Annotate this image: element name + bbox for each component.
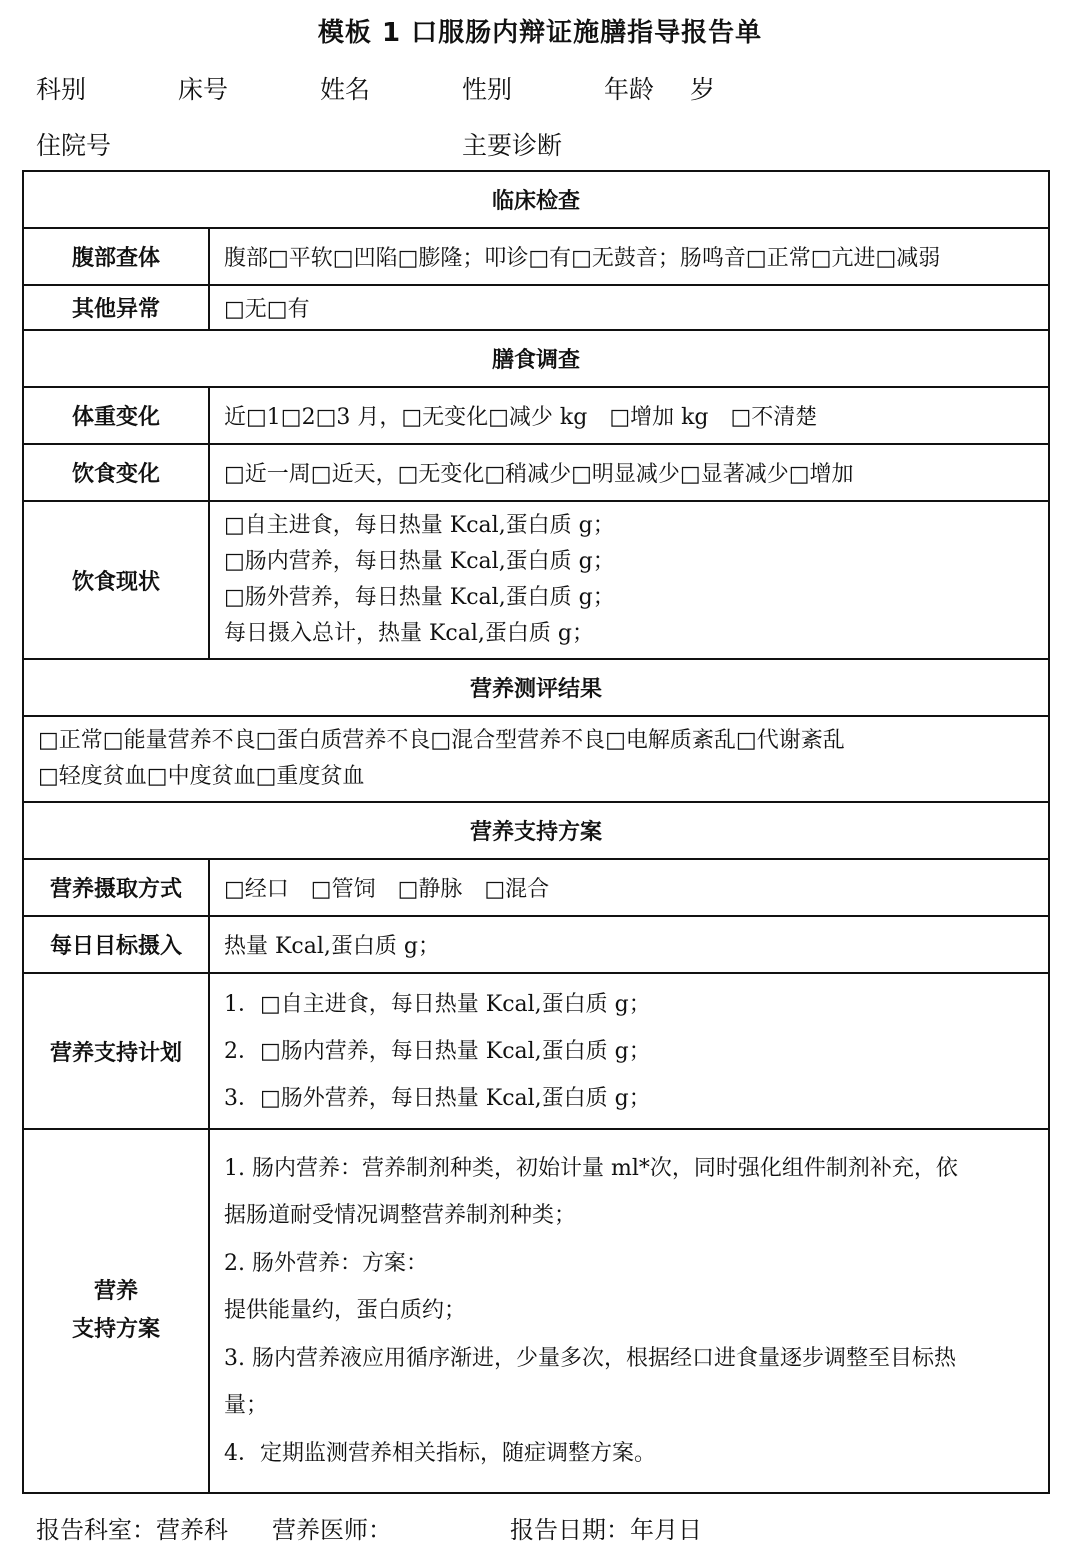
current-diet-line-3: □肠外营养，每日热量 Kcal,蛋白质 g； (224, 585, 615, 610)
section-header-assessment: 营养测评结果 (23, 659, 1049, 716)
value-abdomen[interactable]: 腹部□平软□凹陷□膨隆；叩诊□有□无鼓音；肠鸣音□正常□亢进□减弱 (209, 228, 1049, 285)
field-admission-no: 住院号 (36, 131, 112, 160)
value-plan[interactable] (209, 973, 1049, 1129)
label-weight-change: 体重变化 (23, 387, 209, 444)
value-route[interactable]: □经口 □管饲 □静脉 □混合 (209, 859, 1049, 916)
section-row-assessment (23, 659, 1049, 716)
row-route (23, 859, 1049, 916)
section-header-clinical: 临床检查 (23, 171, 1049, 228)
scheme-line-3: 2. 肠外营养：方案： (224, 1250, 428, 1276)
section-row-clinical (23, 171, 1049, 228)
assessment-line-2: □轻度贫血□中度贫血□重度贫血 (38, 764, 365, 789)
row-target (23, 916, 1049, 973)
value-intake-change[interactable]: □近一周□近天，□无变化□稍减少□明显减少□显著减少□增加 (209, 444, 1049, 501)
label-target: 每日目标摄入 (23, 916, 209, 973)
field-sex: 性别 (462, 75, 513, 104)
label-intake-change: 饮食变化 (23, 444, 209, 501)
scheme-line-7: 4．定期监测营养相关指标，随症调整方案。 (224, 1440, 656, 1466)
row-abdomen (23, 228, 1049, 285)
scheme-line-1: 1. 肠内营养：营养制剂种类，初始计量 ml*次，同时强化组件制剂补充，依 (224, 1155, 958, 1181)
row-weight-change (23, 387, 1049, 444)
section-row-diet (23, 330, 1049, 387)
current-diet-line-4: 每日摄入总计，热量 Kcal,蛋白质 g； (224, 621, 594, 646)
label-abdomen: 腹部查体 (23, 228, 209, 285)
plan-line-3: 3．□肠外营养，每日热量 Kcal,蛋白质 g； (224, 1085, 651, 1111)
value-other-abnormal[interactable]: □无□有 (209, 285, 1049, 330)
scheme-line-2: 据肠道耐受情况调整营养制剂种类； (224, 1203, 577, 1229)
current-diet-line-2: □肠内营养，每日热量 Kcal,蛋白质 g； (224, 549, 615, 574)
section-header-support: 营养支持方案 (23, 802, 1049, 859)
scheme-line-4: 提供能量约，蛋白质约； (224, 1298, 467, 1324)
document-title: 模板 1 口服肠内辩证施膳指导报告单 (317, 18, 763, 48)
field-bed: 床号 (178, 75, 229, 104)
plan-line-1: 1．□自主进食，每日热量 Kcal,蛋白质 g； (224, 991, 651, 1017)
label-other-abnormal: 其他异常 (23, 285, 209, 330)
section-header-diet: 膳食调查 (23, 330, 1049, 387)
row-plan (23, 973, 1049, 1129)
current-diet-line-1: □自主进食，每日热量 Kcal,蛋白质 g； (224, 513, 615, 538)
report-table (22, 170, 1050, 1494)
section-row-support (23, 802, 1049, 859)
label-scheme-line-1: 营养 (93, 1279, 138, 1304)
label-scheme-line-2: 支持方案 (71, 1317, 160, 1342)
field-age: 年龄 (604, 75, 655, 104)
value-scheme[interactable] (209, 1129, 1049, 1493)
value-assessment[interactable] (23, 716, 1049, 802)
field-diagnosis: 主要诊断 (462, 131, 563, 160)
footer-date: 报告日期：年月日 (510, 1516, 702, 1544)
value-current-diet[interactable] (209, 501, 1049, 659)
row-scheme (23, 1129, 1049, 1493)
label-plan: 营养支持计划 (23, 973, 209, 1129)
value-weight-change[interactable]: 近□1□2□3 月，□无变化□减少 kg □增加 kg □不清楚 (209, 387, 1049, 444)
value-target[interactable]: 热量 Kcal,蛋白质 g； (209, 916, 1049, 973)
footer-doctor: 营养医师： (272, 1516, 392, 1544)
label-scheme (23, 1129, 209, 1493)
row-current-diet (23, 501, 1049, 659)
label-current-diet: 饮食现状 (23, 501, 209, 659)
field-name: 姓名 (320, 75, 371, 104)
row-assessment (23, 716, 1049, 802)
label-route: 营养摄取方式 (23, 859, 209, 916)
field-age-unit: 岁 (690, 75, 716, 104)
row-other-abnormal (23, 285, 1049, 330)
scheme-line-6: 量； (224, 1393, 269, 1419)
scheme-line-5: 3. 肠内营养液应用循序渐进，少量多次，根据经口进食量逐步调整至目标热 (224, 1345, 956, 1371)
field-dept: 科别 (36, 75, 87, 104)
footer-dept: 报告科室：营养科 (36, 1516, 228, 1544)
row-intake-change (23, 444, 1049, 501)
plan-line-2: 2．□肠内营养，每日热量 Kcal,蛋白质 g； (224, 1038, 651, 1064)
assessment-line-1: □正常□能量营养不良□蛋白质营养不良□混合型营养不良□电解质紊乱□代谢紊乱 (38, 728, 845, 753)
